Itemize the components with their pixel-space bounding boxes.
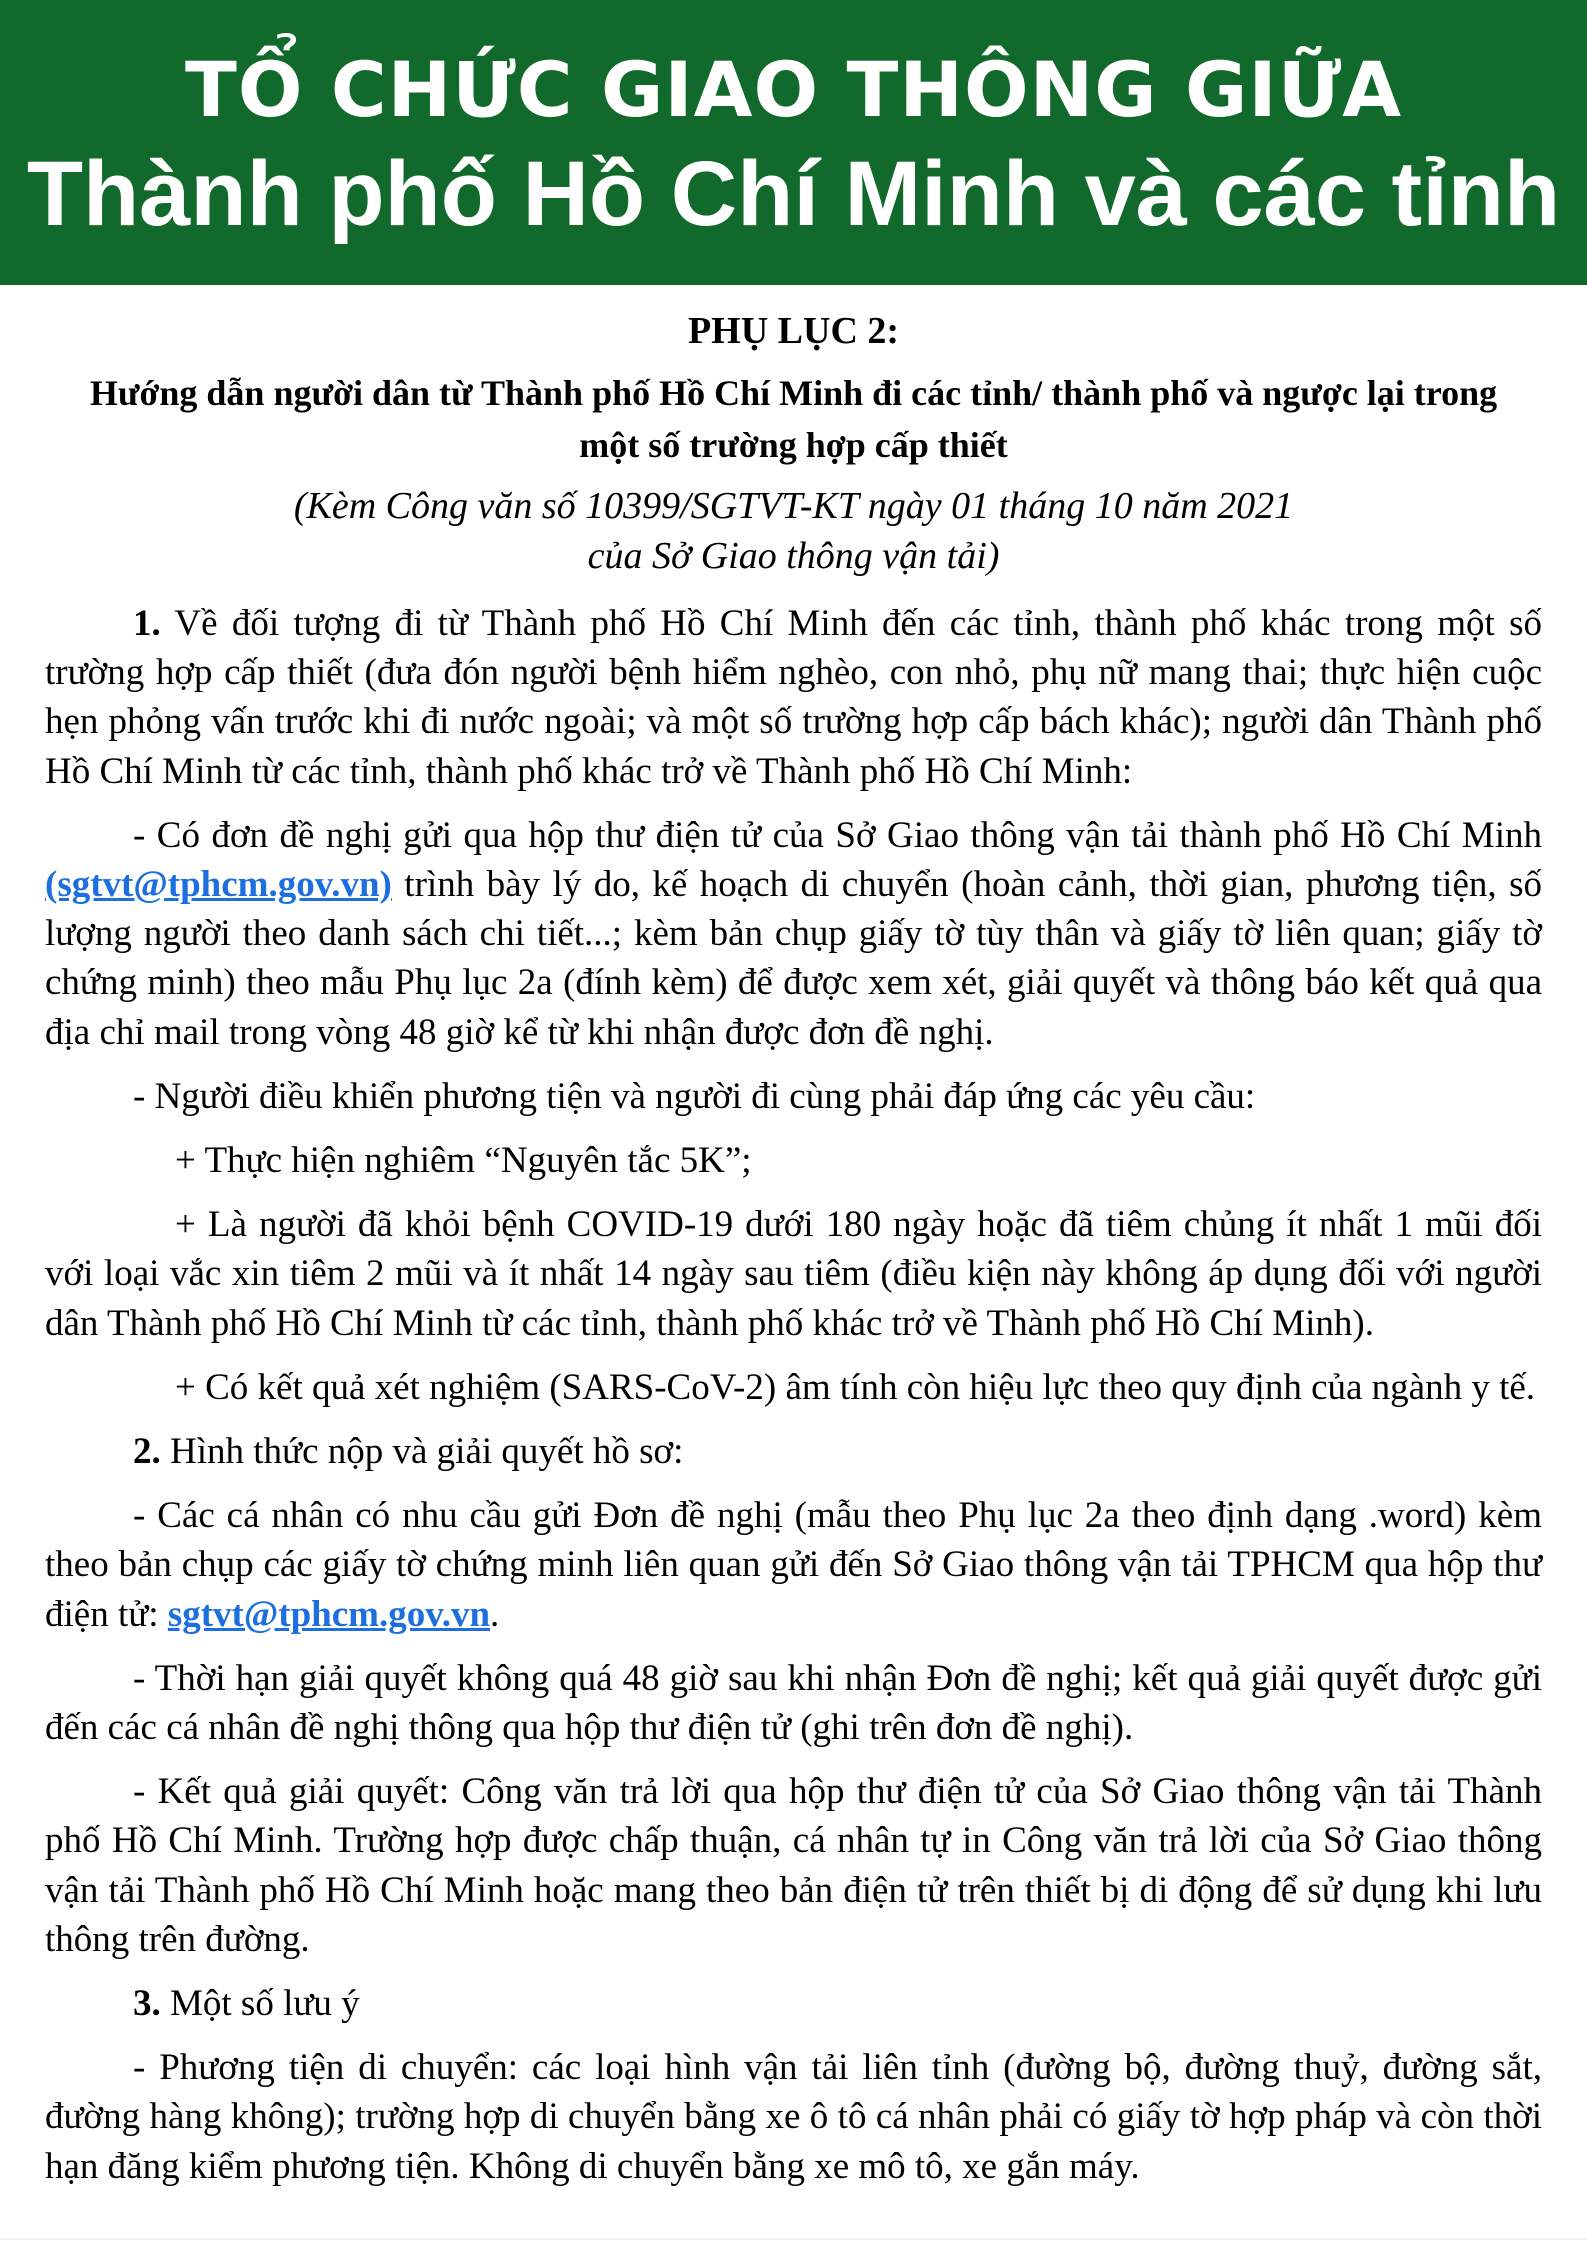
reference-note-line1: (Kèm Công văn số 10399/SGTVT-KT ngày 01 tháng 10 năm 2021: [293, 484, 1294, 527]
banner-title-line2: Thành phố Hồ Chí Minh và các tỉnh: [26, 143, 1561, 245]
document-heading-line2: một số trường hợp cấp thiết: [579, 424, 1008, 465]
text-run: + Có kết quả xét nghiệm (SARS-CoV-2) âm tính còn hiệu lực theo quy định của ngành y tế.: [175, 1366, 1536, 1408]
reference-note: [45, 481, 1542, 581]
paragraph-list: [45, 599, 1542, 2191]
text-run: Một số lưu ý: [160, 1983, 360, 2024]
paragraph: [45, 2043, 1542, 2191]
text-run: - Các cá nhân có nhu cầu gửi Đơn đề nghị (mẫu theo Phụ lục 2a theo định dạng .word) kèm theo bản chụp các giấy tờ chứng minh liên quan gửi đến Sở Giao thông vận tải TPHCM qua hộp thư điện tử:: [45, 1495, 1542, 1635]
text-run: Hình thức nộp và giải quyết hồ sơ:: [160, 1430, 684, 1472]
email-link[interactable]: (sgtvt@tphcm.gov.vn): [45, 863, 392, 905]
bold-run: 1.: [133, 602, 161, 644]
paragraph: [45, 1072, 1542, 1121]
text-run: + Là người đã khỏi bệnh COVID-19 dưới 180 ngày hoặc đã tiêm chủng ít nhất 1 mũi đối với loại vắc xin tiêm 2 mũi và ít nhất 14 ngày sau tiêm (điều kiện này không áp dụng đối với người dân Thành phố Hồ Chí Minh từ các tỉnh, thành phố khác trở về Thành phố Hồ Chí Minh).: [45, 1204, 1542, 1344]
text-run: Về đối tượng đi từ Thành phố Hồ Chí Minh đến các tỉnh, thành phố khác trong một số trường hợp cấp thiết (đưa đón người bệnh hiểm nghèo, con nhỏ, phụ nữ mang thai; thực hiện cuộc hẹn phỏng vấn trước khi đi nước ngoài; và một số trường hợp cấp bách khác); người dân Thành phố Hồ Chí Minh từ các tỉnh, thành phố khác trở về Thành phố Hồ Chí Minh:: [45, 602, 1542, 792]
email-link[interactable]: sgtvt@tphcm.gov.vn: [167, 1593, 491, 1635]
document-heading-line1: Hướng dẫn người dân từ Thành phố Hồ Chí Minh đi các tỉnh/ thành phố và ngược lại trong: [89, 373, 1498, 414]
paragraph: [45, 1136, 1542, 1185]
bold-run: 3.: [133, 1983, 161, 2024]
page-bottom-edge: [0, 2238, 1587, 2240]
paragraph: [45, 1200, 1542, 1348]
text-run: .: [490, 1593, 500, 1635]
bold-run: 2.: [133, 1430, 161, 1472]
banner-title-line1: TỔ CHỨC GIAO THÔNG GIỮA: [184, 45, 1403, 135]
text-run: - Kết quả giải quyết: Công văn trả lời qua hộp thư điện tử của Sở Giao thông vận tải Thành phố Hồ Chí Minh. Trường hợp được chấp thuận, cá nhân tự in Công văn trả lời của Sở Giao thông vận tải Thành phố Hồ Chí Minh hoặc mang theo bản điện tử trên thiết bị di động để sử dụng khi lưu thông trên đường.: [45, 1771, 1542, 1960]
appendix-title: PHỤ LỤC 2:: [687, 310, 900, 352]
paragraph: [45, 1427, 1542, 1476]
paragraph: [45, 599, 1542, 796]
reference-note-line2: của Sở Giao thông vận tải): [587, 534, 1000, 577]
document-heading: [45, 368, 1542, 470]
text-run: - Có đơn đề nghị gửi qua hộp thư điện tử của Sở Giao thông vận tải thành phố Hồ Chí Minh: [133, 814, 1542, 856]
paragraph: [45, 1363, 1542, 1412]
text-run: - Thời hạn giải quyết không quá 48 giờ sau khi nhận Đơn đề nghị; kết quả giải quyết được gửi đến các cá nhân đề nghị thông qua hộp thư điện tử (ghi trên đơn đề nghị).: [45, 1657, 1542, 1748]
text-run: - Phương tiện di chuyển: các loại hình vận tải liên tỉnh (đường bộ, đường thuỷ, đường sắt, đường hàng không); trường hợp di chuyển bằng xe ô tô cá nhân phải có giấy tờ hợp pháp và còn thời hạn đăng kiểm phương tiện. Không di chuyển bằng xe mô tô, xe gắn máy.: [45, 2047, 1542, 2187]
paragraph: [45, 1767, 1542, 1964]
paragraph: [45, 1979, 1542, 2028]
paragraph: [45, 1654, 1542, 1752]
paragraph: [45, 811, 1542, 1057]
text-run: + Thực hiện nghiêm “Nguyên tắc 5K”;: [175, 1139, 752, 1181]
paragraph: [45, 1491, 1542, 1639]
header-banner: [0, 0, 1587, 285]
text-run: - Người điều khiển phương tiện và người đi cùng phải đáp ứng các yêu cầu:: [133, 1075, 1256, 1117]
document-body: [0, 285, 1587, 2191]
text-run: trình bày lý do, kế hoạch di chuyển (hoàn cảnh, thời gian, phương tiện, số lượng người theo danh sách chi tiết...; kèm bản chụp giấy tờ tùy thân và giấy tờ liên quan; giấy tờ chứng minh) theo mẫu Phụ lục 2a (đính kèm) để được xem xét, giải quyết và thông báo kết quả qua địa chỉ mail trong vòng 48 giờ kể từ khi nhận được đơn đề nghị.: [45, 863, 1542, 1053]
